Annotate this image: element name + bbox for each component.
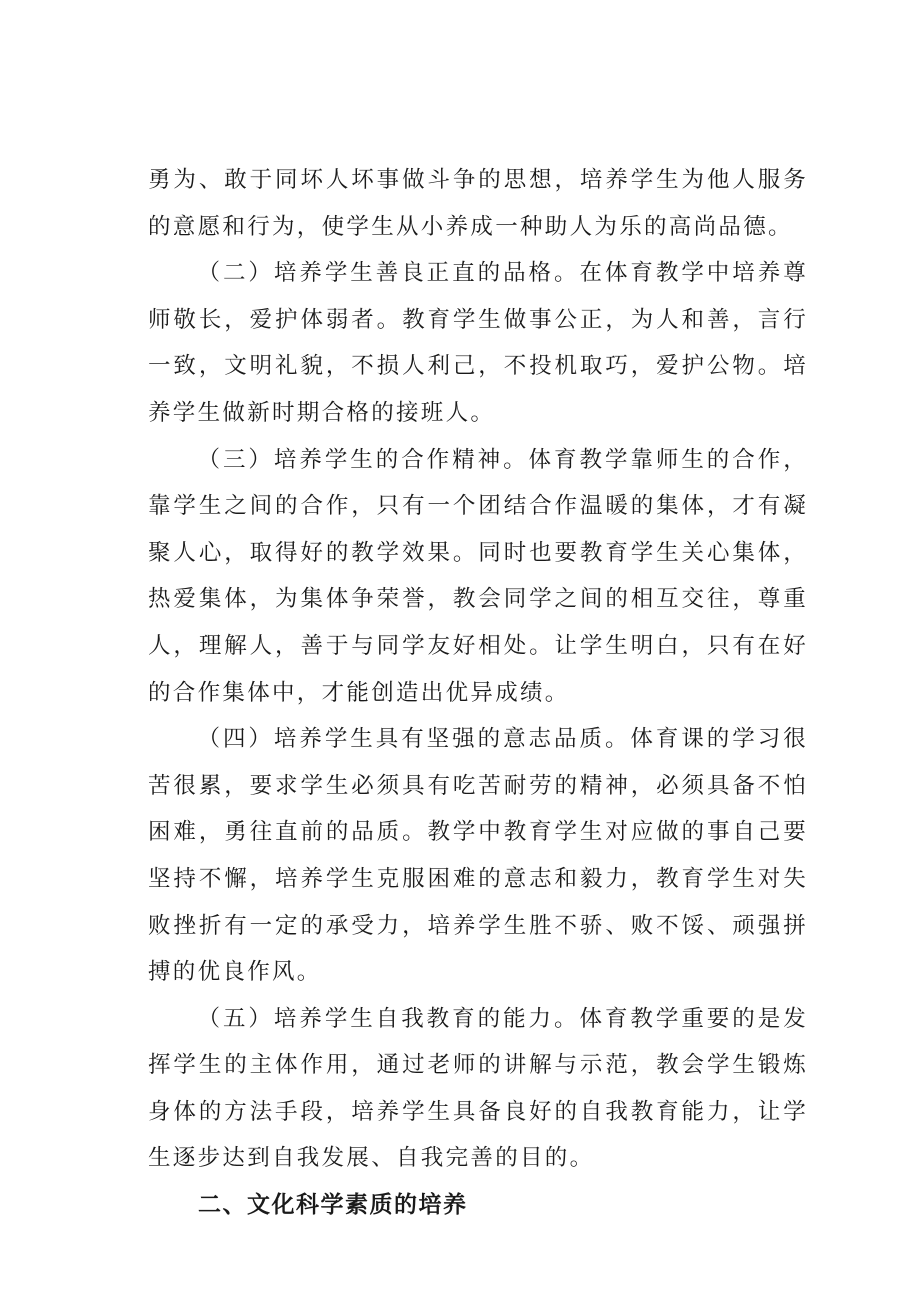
paragraph-section-4: （四）培养学生具有坚强的意志品质。体育课的学习很苦很累，要求学生必须具有吃苦耐劳的精神，必须具备不怕困难，勇往直前的品质。教学中教育学生对应做的事自己要坚持不懈，培养学生克服困难的意志和毅力，教育学生对失败挫折有一定的承受力，培养学生胜不骄、败不馁、顽强拼搏的优良作风。: [148, 726, 808, 986]
section-heading: 二、文化科学素质的培养: [198, 1192, 468, 1219]
paragraph-section-5: （五）培养学生自我教育的能力。体育教学重要的是发挥学生的主体作用，通过老师的讲解与示范，教会学生锻炼身体的方法手段，培养学生具备良好的自我教育能力，让学生逐步达到自我发展、自我完善的目的。: [148, 1005, 808, 1172]
paragraph-section-3: （三）培养学生的合作精神。体育教学靠师生的合作，靠学生之间的合作，只有一个团结合作温暖的集体，才有凝聚人心，取得好的教学效果。同时也要教育学生关心集体，热爱集体，为集体争荣誉，教会同学之间的相互交往，尊重人，理解人，善于与同学友好相处。让学生明白，只有在好的合作集体中，才能创造出优异成绩。: [148, 446, 808, 706]
paragraph-continuation: 勇为、敢于同坏人坏事做斗争的思想，培养学生为他人服务的意愿和行为，使学生从小养成一种助人为乐的高尚品德。: [148, 167, 808, 240]
paragraph-section-2: （二）培养学生善良正直的品格。在体育教学中培养尊师敬长，爱护体弱者。教育学生做事公正，为人和善，言行一致，文明礼貌，不损人利己，不投机取巧，爱护公物。培养学生做新时期合格的接班人。: [148, 260, 808, 426]
document-page: [148, 157, 808, 1229]
